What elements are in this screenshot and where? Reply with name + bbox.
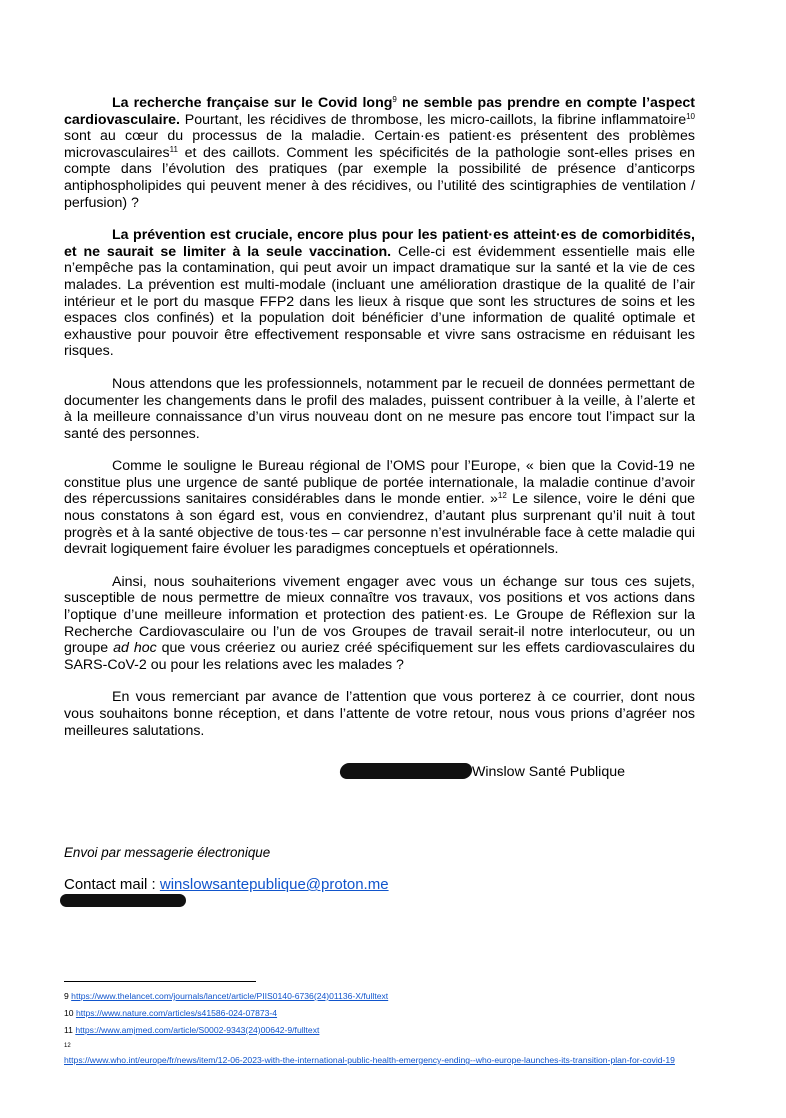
paragraph-professionals: Nous attendons que les professionnels, notamment par le recueil de données permettant de documenter les changements dans le profil des malades, puissent contribuer à la veille, à l’alerte et à la meilleure connaissance d’un virus nouveau dont on ne mesure pas encore tout l’impact sur la santé des personnes.	[64, 375, 695, 442]
footnote-ref-12: 12	[497, 491, 507, 501]
text: Le silence, voire le déni que nous constatons à son égard est, vous en conviendrez, d’autant plus surprenant qu’il nuit à tout progrès et à la santé objective de tous·tes – car personne n’est invulnérable face à cette maladie qui devrait logiquement faire évoluer les paradigmes conceptuels et opérationnels.	[64, 491, 695, 558]
contact-line	[64, 876, 389, 893]
paragraph-who-quote	[64, 458, 695, 558]
contact-email-link[interactable]: winslowsantepublique@proton.me	[159, 876, 389, 893]
contact-label: Contact mail :	[64, 876, 156, 893]
footnote-9	[64, 991, 704, 1001]
bold-lead: La recherche française sur le Covid long	[112, 95, 393, 111]
footnote-number: 11	[64, 1025, 73, 1035]
text: que vous créeriez ou auriez créé spécifiquement sur les effets cardiovasculaires du SARS-CoV-2 ou pour les relations avec les malades ?	[64, 640, 695, 673]
paragraph-cardiovascular	[64, 95, 695, 211]
footnote-number: 10	[64, 1008, 74, 1018]
footnote-12-number: 12	[64, 1043, 71, 1049]
footnote-ref-11: 11	[169, 144, 178, 154]
footnote-ref-9: 9	[392, 95, 397, 104]
footnote-12	[64, 1055, 704, 1065]
text: Pourtant, les récidives de thrombose, les micro-caillots, la fibrine inflammatoire	[179, 111, 687, 128]
text: et des caillots. Comment les spécificités de la pathologie sont-elles prises en compte dans l’évolution des pratiques (par exemple la possibilité de présence d’anticorps antiphospholipides qui peuvent mener à des récidives, ou l’utilité des scintigraphies de ventilation / perfusion) ?	[64, 144, 695, 211]
footnote-10	[64, 1008, 704, 1018]
signature-org: Winslow Santé Publique	[472, 764, 625, 780]
footnote-link[interactable]: https://www.who.int/europe/fr/news/item/12-06-2023-with-the-international-public-health-emergency-ending--who-europe-launches-its-transition-plan-for-covid-19	[64, 1055, 675, 1065]
bold-lead: La prévention est cruciale, encore plus pour les patient·es atteint·es de comorbidités, et ne saurait se limiter à la seule vaccination.	[64, 227, 695, 260]
redaction-mark	[60, 894, 186, 907]
footnote-divider	[64, 981, 256, 982]
footnote-link[interactable]: https://www.thelancet.com/journals/lancet/article/PIIS0140-6736(24)01136-X/fulltext	[71, 991, 389, 1001]
footnote-link[interactable]: https://www.amjmed.com/article/S0002-9343(24)00642-9/fulltext	[75, 1025, 320, 1035]
text: Comme le souligne le Bureau régional de l’OMS pour l’Europe, « bien que la Covid-19 ne constitue plus une urgence de santé publique de portée internationale, la maladie continue d’avoir des répercussions sanitaires considérables dans le monde entier. »	[64, 458, 695, 508]
footnote-number: 9	[64, 991, 69, 1001]
bold-lead-cont: ne semble pas prendre en compte l’aspect cardiovasculaire.	[64, 95, 695, 128]
italic-ad-hoc: ad hoc	[113, 640, 157, 657]
text: sont au cœur du processus de la maladie. Certain·es patient·es présentent des problèmes microvasculaires	[64, 128, 695, 161]
footnote-11	[64, 1025, 704, 1035]
text: Ainsi, nous souhaiterions vivement engager avec vous un échange sur tous ces sujets, susceptible de nous permettre de mieux connaître vos travaux, vos positions et vos actions dans l’optique d’une meilleure information et protection des patient·es. Le Groupe de Réflexion sur la Recherche Cardiovasculaire ou l’un de vos Groupes de travail serait-il notre interlocuteur, ou un groupe	[64, 573, 695, 657]
text: Celle-ci est évidemment essentielle mais elle n’empêche pas la contamination, qui peut avoir un impact dramatique sur la santé et la vie de ces malades. La prévention est multi-modale (incluant une amélioration drastique de la qualité de l’air intérieur et le port du masque FFP2 dans les lieux à risque que sont les structures de soins et les espaces clos confinés) et la population doit bénéficier d’une information de qualité optimale et exhaustive pour pouvoir être effectivement responsable et vivre sans ostracisme en réduisant les risques.	[64, 243, 696, 360]
paragraph-prevention	[64, 227, 695, 360]
paragraph-closing: En vous remerciant par avance de l’attention que vous porterez à ce courrier, dont nous vous souhaitons bonne réception, et dans l’attente de votre retour, nous vous prions d’agréer nos meilleures salutations.	[64, 689, 695, 739]
letter-body	[64, 95, 695, 755]
footnote-link[interactable]: https://www.nature.com/articles/s41586-024-07873-4	[75, 1008, 278, 1018]
signature	[340, 763, 625, 780]
paragraph-exchange	[64, 574, 695, 674]
redaction-mark	[339, 763, 473, 779]
sent-by-note: Envoi par messagerie électronique	[64, 845, 271, 860]
footnote-ref-10: 10	[686, 111, 695, 121]
